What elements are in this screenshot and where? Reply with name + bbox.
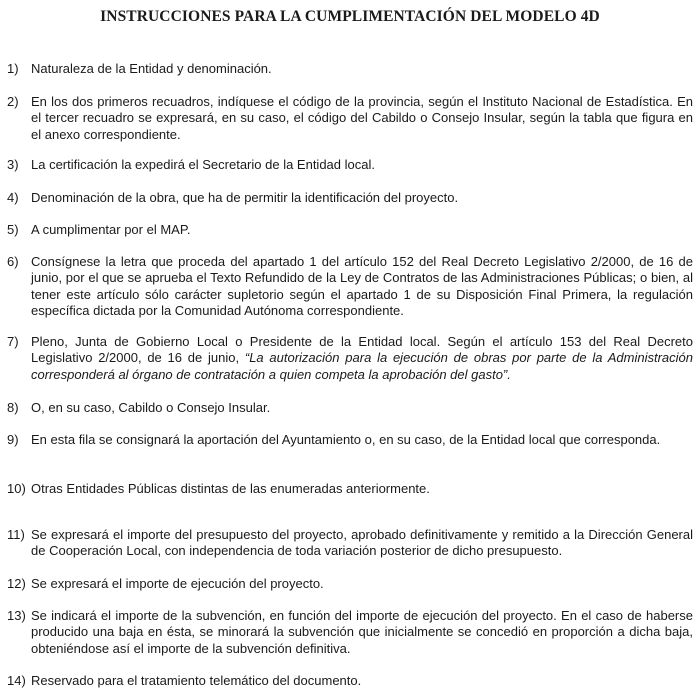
item-text: En los dos primeros recuadros, indíquese el código de la provincia, según el Instituto Nacional de Estadística. En el tercer recuadro se expresará, en su caso, el código del Cabildo o Consejo Insular, según la tabla que figura en el anexo correspondiente. bbox=[31, 94, 693, 142]
item-number: 2) bbox=[7, 94, 19, 109]
document-title: INSTRUCCIONES PARA LA CUMPLIMENTACIÓN DEL MODELO 4D bbox=[100, 8, 600, 25]
item-number: 13) bbox=[7, 608, 26, 623]
item-number: 14) bbox=[7, 673, 26, 688]
item-number: 9) bbox=[7, 432, 19, 447]
item-quote: “La autorización para la ejecución de obras por parte de la Administración corresponderá al órgano de contratación a quien competa la aprobación del gasto”. bbox=[31, 350, 693, 382]
instruction-item bbox=[7, 576, 693, 592]
item-text: Reservado para el tratamiento telemático del documento. bbox=[31, 673, 362, 688]
item-text: Otras Entidades Públicas distintas de las enumeradas anteriormente. bbox=[31, 481, 430, 496]
item-number: 6) bbox=[7, 254, 19, 269]
item-text: Pleno, Junta de Gobierno Local o Presidente de la Entidad local. Según el artículo 153 del Real Decreto Legislativo 2/2000, de 16 de junio, bbox=[31, 334, 693, 366]
item-text: Se expresará el importe del presupuesto del proyecto, aprobado definitivamente y remitido a la Dirección General de Cooperación Local, con independencia de toda variación posterior de dicho presupuesto. bbox=[31, 527, 693, 559]
item-text: Naturaleza de la Entidad y denominación. bbox=[31, 61, 272, 76]
instruction-item bbox=[7, 157, 693, 173]
item-text: La certificación la expedirá el Secretario de la Entidad local. bbox=[31, 157, 375, 172]
item-text: A cumplimentar por el MAP. bbox=[31, 222, 191, 237]
instruction-item bbox=[7, 481, 693, 497]
instruction-item bbox=[7, 222, 693, 238]
item-text: Se expresará el importe de ejecución del proyecto. bbox=[31, 576, 324, 591]
item-number: 7) bbox=[7, 334, 19, 349]
item-number: 3) bbox=[7, 157, 19, 172]
item-text: Denominación de la obra, que ha de permitir la identificación del proyecto. bbox=[31, 190, 459, 205]
item-number: 1) bbox=[7, 61, 19, 76]
item-number: 10) bbox=[7, 481, 26, 496]
item-text: O, en su caso, Cabildo o Consejo Insular. bbox=[31, 400, 271, 415]
item-text: Consígnese la letra que proceda del apartado 1 del artículo 152 del Real Decreto Legislativo 2/2000, de 16 de junio, por el que se aprueba el Texto Refundido de la Ley de Contratos de las Administraciones Públicas; o bien, al tener este artículo sólo carácter supletorio según el apartado 1 de su Disposición Final Primera, la regulación específica dictada por la Comunidad Autónoma correspondiente. bbox=[31, 254, 693, 318]
instruction-item bbox=[7, 61, 693, 77]
instruction-item bbox=[7, 527, 693, 560]
item-number: 5) bbox=[7, 222, 19, 237]
item-number: 11) bbox=[7, 527, 25, 542]
item-number: 8) bbox=[7, 400, 19, 415]
instruction-item bbox=[7, 673, 693, 689]
item-text: En esta fila se consignará la aportación del Ayuntamiento o, en su caso, de la Entidad local que corresponda. bbox=[31, 432, 661, 447]
instruction-item bbox=[7, 254, 693, 319]
instruction-item bbox=[7, 334, 693, 383]
instruction-item bbox=[7, 400, 693, 416]
instruction-item bbox=[7, 608, 693, 657]
item-number: 4) bbox=[7, 190, 19, 205]
item-number: 12) bbox=[7, 576, 26, 591]
item-text: Se indicará el importe de la subvención, en función del importe de ejecución del proyecto. En el caso de haberse producido una baja en ésta, se minorará la subvención que inicialmente se concedió en proporción a dicha baja, obteniéndose así el importe de la subvención definitiva. bbox=[31, 608, 693, 656]
instruction-item bbox=[7, 432, 693, 448]
instruction-item bbox=[7, 190, 693, 206]
instruction-item bbox=[7, 94, 693, 143]
